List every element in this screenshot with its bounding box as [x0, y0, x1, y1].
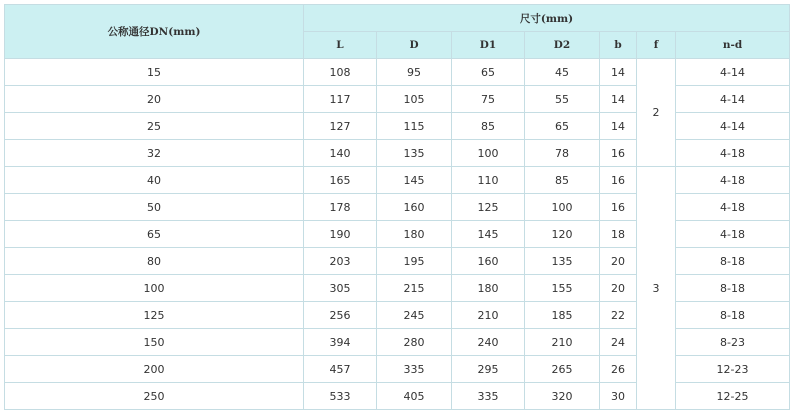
cell-dn: 80: [5, 248, 304, 275]
cell-l: 305: [304, 275, 377, 302]
cell-d: 135: [377, 140, 452, 167]
cell-d1: 75: [452, 86, 525, 113]
header-dimensions: 尺寸(mm): [304, 5, 790, 32]
cell-d1: 180: [452, 275, 525, 302]
cell-d2: 185: [525, 302, 600, 329]
cell-d2: 55: [525, 86, 600, 113]
cell-dn: 250: [5, 383, 304, 410]
cell-nd: 4-18: [676, 194, 790, 221]
cell-d: 195: [377, 248, 452, 275]
cell-d1: 210: [452, 302, 525, 329]
cell-dn: 50: [5, 194, 304, 221]
cell-d1: 295: [452, 356, 525, 383]
header-b: b: [600, 32, 637, 59]
cell-d: 95: [377, 59, 452, 86]
cell-d: 215: [377, 275, 452, 302]
table-row: [5, 167, 790, 194]
cell-dn: 65: [5, 221, 304, 248]
cell-d: 280: [377, 329, 452, 356]
cell-nd: 4-14: [676, 113, 790, 140]
dimension-table: [4, 4, 790, 410]
cell-b: 16: [600, 140, 637, 167]
cell-dn: 25: [5, 113, 304, 140]
cell-d1: 125: [452, 194, 525, 221]
cell-d1: 100: [452, 140, 525, 167]
cell-l: 117: [304, 86, 377, 113]
cell-b: 16: [600, 194, 637, 221]
cell-b: 14: [600, 59, 637, 86]
cell-nd: 8-18: [676, 275, 790, 302]
cell-nd: 4-18: [676, 167, 790, 194]
cell-d2: 85: [525, 167, 600, 194]
cell-d2: 78: [525, 140, 600, 167]
header-dn: 公称通径DN(mm): [5, 5, 304, 59]
cell-b: 22: [600, 302, 637, 329]
cell-d: 245: [377, 302, 452, 329]
header-l: L: [304, 32, 377, 59]
cell-nd: 4-18: [676, 221, 790, 248]
cell-d2: 120: [525, 221, 600, 248]
cell-d2: 100: [525, 194, 600, 221]
header-d1: D1: [452, 32, 525, 59]
cell-l: 457: [304, 356, 377, 383]
cell-dn: 200: [5, 356, 304, 383]
cell-l: 165: [304, 167, 377, 194]
cell-l: 533: [304, 383, 377, 410]
cell-d1: 160: [452, 248, 525, 275]
cell-d2: 155: [525, 275, 600, 302]
cell-dn: 40: [5, 167, 304, 194]
cell-f: 3: [637, 167, 676, 410]
cell-d: 145: [377, 167, 452, 194]
cell-d2: 265: [525, 356, 600, 383]
cell-b: 24: [600, 329, 637, 356]
cell-l: 190: [304, 221, 377, 248]
cell-d2: 65: [525, 113, 600, 140]
cell-nd: 4-14: [676, 59, 790, 86]
cell-b: 14: [600, 86, 637, 113]
cell-nd: 12-23: [676, 356, 790, 383]
cell-b: 18: [600, 221, 637, 248]
header-d: D: [377, 32, 452, 59]
cell-b: 20: [600, 275, 637, 302]
cell-d: 160: [377, 194, 452, 221]
cell-f: 2: [637, 59, 676, 167]
table-row: [5, 59, 790, 86]
cell-dn: 100: [5, 275, 304, 302]
clipped-footer-strip: [0, 404, 792, 412]
cell-d1: 65: [452, 59, 525, 86]
cell-d2: 45: [525, 59, 600, 86]
cell-l: 127: [304, 113, 377, 140]
cell-l: 178: [304, 194, 377, 221]
cell-b: 20: [600, 248, 637, 275]
cell-d1: 240: [452, 329, 525, 356]
header-d2: D2: [525, 32, 600, 59]
cell-d: 115: [377, 113, 452, 140]
cell-dn: 125: [5, 302, 304, 329]
cell-dn: 15: [5, 59, 304, 86]
cell-nd: 4-14: [676, 86, 790, 113]
cell-d2: 135: [525, 248, 600, 275]
cell-d1: 335: [452, 383, 525, 410]
cell-l: 140: [304, 140, 377, 167]
cell-l: 203: [304, 248, 377, 275]
cell-d: 335: [377, 356, 452, 383]
cell-nd: 8-23: [676, 329, 790, 356]
cell-l: 256: [304, 302, 377, 329]
cell-l: 394: [304, 329, 377, 356]
cell-d1: 145: [452, 221, 525, 248]
cell-dn: 32: [5, 140, 304, 167]
cell-d2: 320: [525, 383, 600, 410]
cell-nd: 4-18: [676, 140, 790, 167]
cell-b: 16: [600, 167, 637, 194]
header-nd: n-d: [676, 32, 790, 59]
cell-b: 30: [600, 383, 637, 410]
cell-d1: 110: [452, 167, 525, 194]
cell-l: 108: [304, 59, 377, 86]
table-body: [5, 59, 790, 410]
cell-b: 14: [600, 113, 637, 140]
cell-nd: 12-25: [676, 383, 790, 410]
cell-d1: 85: [452, 113, 525, 140]
cell-d: 405: [377, 383, 452, 410]
cell-dn: 150: [5, 329, 304, 356]
cell-nd: 8-18: [676, 248, 790, 275]
cell-d2: 210: [525, 329, 600, 356]
cell-dn: 20: [5, 86, 304, 113]
cell-b: 26: [600, 356, 637, 383]
cell-nd: 8-18: [676, 302, 790, 329]
cell-d: 180: [377, 221, 452, 248]
header-f: f: [637, 32, 676, 59]
cell-d: 105: [377, 86, 452, 113]
